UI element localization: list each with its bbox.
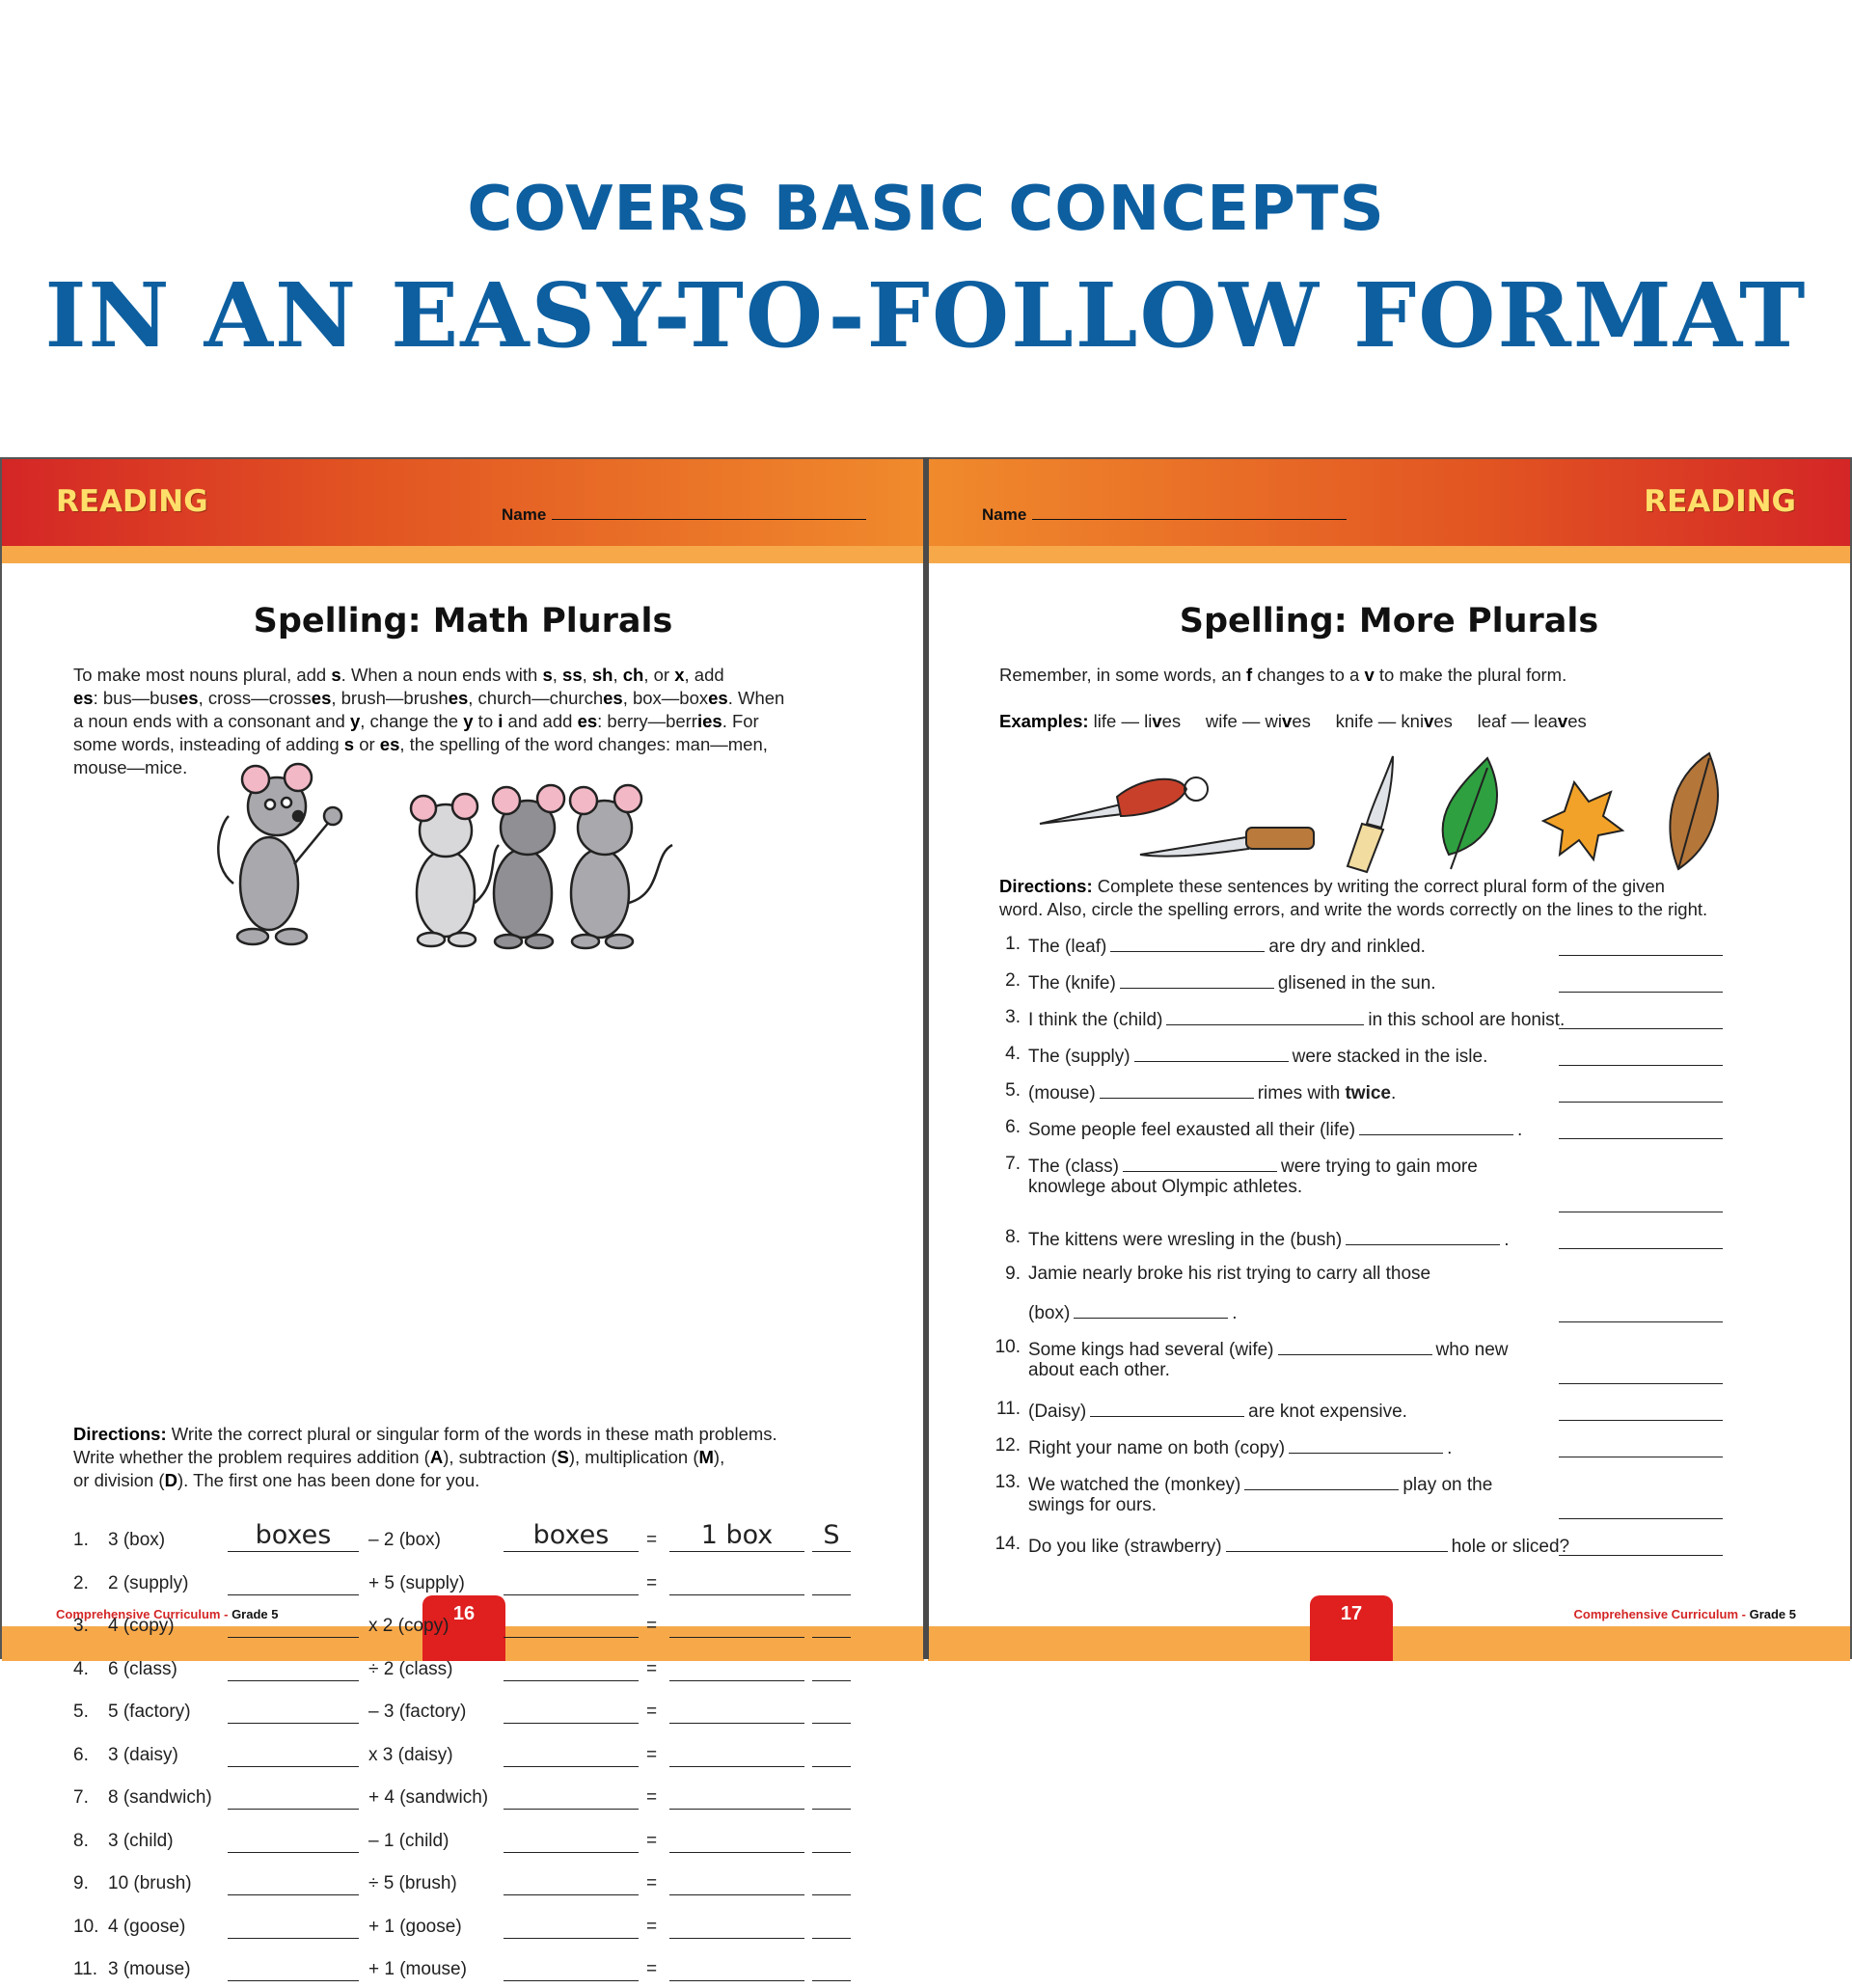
problem-number: 4. — [73, 1658, 89, 1679]
plural-blank[interactable] — [1120, 970, 1274, 989]
math-problem-row — [73, 1573, 864, 1602]
second-term: x 2 (copy) — [368, 1616, 449, 1636]
header-stripe — [928, 546, 1850, 563]
first-term: 3 (mouse) — [108, 1959, 191, 1979]
correction-line[interactable] — [1559, 1138, 1723, 1139]
header-stripe — [2, 546, 924, 563]
answer-blank[interactable] — [228, 1637, 359, 1638]
math-problem-row — [73, 1520, 864, 1559]
sentence-pre: Right your name on both (copy) — [1028, 1438, 1286, 1458]
answer-blank[interactable] — [812, 1938, 851, 1939]
math-problem-row — [73, 1959, 864, 1988]
answer-blank[interactable] — [504, 1637, 639, 1638]
first-term: 6 (class) — [108, 1658, 177, 1679]
plural-blank[interactable] — [1166, 1007, 1364, 1025]
first-term: 4 (copy) — [108, 1616, 175, 1636]
sentence-number: 13. — [994, 1472, 1021, 1492]
sentence-post: hole or sliced? — [1451, 1537, 1570, 1557]
answer-blank[interactable] — [504, 1723, 639, 1724]
correction-line[interactable] — [1559, 1518, 1723, 1519]
answer-blank[interactable] — [669, 1894, 804, 1895]
second-term: – 2 (box) — [368, 1530, 441, 1550]
answer-blank[interactable] — [228, 1680, 359, 1681]
first-term: 10 (brush) — [108, 1873, 192, 1893]
book-spine — [923, 457, 929, 1659]
directions-line: or division (D). The first one has been done for you. — [73, 1470, 480, 1490]
math-problem-row — [73, 1659, 864, 1688]
hero-subtitle: COVERS BASIC CONCEPTS — [467, 174, 1385, 245]
sentence-text — [1028, 934, 1426, 958]
math-problem-row — [73, 1787, 864, 1816]
sentence-continuation — [1028, 1177, 1302, 1198]
sentence-line2-post: . — [1232, 1303, 1238, 1323]
name-label: Name — [982, 505, 1027, 524]
sentence-pre: Some kings had several (wife) — [1028, 1340, 1274, 1360]
footer-separator: - — [220, 1607, 232, 1621]
plural-blank[interactable] — [1110, 934, 1265, 952]
plural-blank[interactable] — [1278, 1337, 1432, 1355]
answer-blank[interactable] — [669, 1680, 804, 1681]
sentence-post: . — [1447, 1438, 1453, 1458]
answer-blank[interactable] — [228, 1766, 359, 1767]
answer-blank[interactable] — [812, 1766, 851, 1767]
sentence-pre: I think the (child) — [1028, 1010, 1163, 1030]
sentence-post: were stacked in the isle. — [1292, 1047, 1488, 1067]
first-term: 3 (child) — [108, 1830, 174, 1851]
answer-blank[interactable] — [228, 1938, 359, 1939]
footer-grade: Grade 5 — [232, 1607, 279, 1621]
sentence-post: . — [1517, 1120, 1523, 1140]
sentence-pre: We watched the (monkey) — [1028, 1475, 1241, 1495]
sentence-number: 12. — [994, 1435, 1021, 1456]
answer-blank[interactable] — [504, 1809, 639, 1810]
problem-number: 2. — [73, 1572, 89, 1593]
sentence-continuation — [1028, 1360, 1170, 1381]
sentence-pre: (mouse) — [1028, 1083, 1096, 1103]
answer-blank[interactable] — [812, 1637, 851, 1638]
knives-leaves-illustration — [1034, 749, 1786, 874]
sentence-pre: The (leaf) — [1028, 937, 1107, 957]
equals-sign: = — [646, 1916, 658, 1937]
sentence-number: 5. — [1005, 1080, 1021, 1101]
answer-blank[interactable] — [669, 1723, 804, 1724]
answer-blank[interactable] — [669, 1766, 804, 1767]
sentence-number: 8. — [1005, 1227, 1021, 1247]
section-label: READING — [56, 484, 208, 519]
sentence-line2: knowlege about Olympic athletes. — [1028, 1177, 1303, 1197]
plural-blank[interactable] — [1123, 1154, 1277, 1172]
sentence-number: 1. — [1005, 934, 1021, 954]
answer-blank[interactable] — [504, 1766, 639, 1767]
sentence-row — [982, 1337, 1811, 1395]
correction-line[interactable] — [1559, 1028, 1723, 1029]
sentence-text — [1028, 1264, 1430, 1285]
problem-number: 5. — [73, 1702, 89, 1722]
problem-number: 7. — [73, 1787, 89, 1808]
equals-sign: = — [646, 1744, 658, 1765]
sentence-text — [1028, 1007, 1565, 1031]
correction-line[interactable] — [1559, 1555, 1723, 1556]
equals-sign: = — [646, 1702, 658, 1722]
problem-number: 1. — [73, 1530, 89, 1550]
sentence-continuation — [1028, 1495, 1157, 1516]
handwritten-answer: 1 box — [700, 1520, 774, 1550]
math-problem-row — [73, 1702, 864, 1730]
sentence-row — [982, 1472, 1811, 1530]
sentence-line2: about each other. — [1028, 1360, 1170, 1380]
sentence-pre: The kittens were wresling in the (bush) — [1028, 1230, 1343, 1250]
plural-blank[interactable] — [1244, 1472, 1399, 1490]
sentence-text — [1028, 1435, 1452, 1459]
directions-paragraph — [73, 1423, 884, 1492]
answer-blank[interactable] — [504, 1594, 639, 1595]
answer-blank[interactable] — [669, 1637, 804, 1638]
answer-blank[interactable] — [669, 1551, 804, 1552]
equals-sign: = — [646, 1787, 658, 1808]
name-line[interactable] — [552, 519, 866, 520]
sentence-text — [1028, 970, 1436, 994]
sentence-number: 14. — [994, 1534, 1021, 1554]
second-term: + 4 (sandwich) — [368, 1787, 489, 1808]
correction-line[interactable] — [1559, 1065, 1723, 1066]
sentence-post: play on the — [1403, 1475, 1493, 1495]
footer-separator: - — [1738, 1607, 1750, 1621]
footer-curriculum — [1574, 1607, 1796, 1621]
footer-brand: Comprehensive Curriculum — [56, 1607, 221, 1621]
answer-blank[interactable] — [504, 1852, 639, 1853]
section-label: READING — [1644, 484, 1796, 519]
answer-blank[interactable] — [228, 1980, 359, 1981]
answer-blank[interactable] — [504, 1980, 639, 1981]
hero-title: IN AN EASY-TO-FOLLOW FORMAT — [44, 263, 1808, 368]
sentence-number: 9. — [1005, 1264, 1021, 1284]
sentence-pre: The (knife) — [1028, 973, 1116, 994]
problem-number: 9. — [73, 1873, 89, 1893]
sentence-continuation — [1028, 1300, 1238, 1324]
sentence-row — [982, 1534, 1811, 1592]
problem-number: 3. — [73, 1616, 89, 1636]
sentence-number: 11. — [995, 1399, 1021, 1419]
sentence-number: 6. — [1005, 1117, 1021, 1137]
sentence-post: are dry and rinkled. — [1268, 937, 1426, 957]
answer-blank[interactable] — [812, 1594, 851, 1595]
handwritten-answer: boxes — [255, 1520, 332, 1550]
plural-blank[interactable] — [1134, 1044, 1289, 1062]
answer-blank[interactable] — [812, 1551, 851, 1552]
answer-blank[interactable] — [504, 1894, 639, 1895]
sentence-text — [1028, 1154, 1478, 1178]
workbook-spread — [0, 457, 1852, 1979]
problem-number: 8. — [73, 1830, 89, 1851]
equals-sign: = — [646, 1658, 658, 1679]
sentence-pre: Jamie nearly broke his rist trying to carry all those — [1028, 1264, 1431, 1284]
answer-blank[interactable] — [812, 1894, 851, 1895]
second-term: + 1 (goose) — [368, 1916, 462, 1937]
answer-blank[interactable] — [504, 1938, 639, 1939]
intro-line: To make most nouns plural, add s. When a noun ends with s, ss, sh, ch, or x, add — [73, 665, 724, 685]
sentence-pre: Some people feel exausted all their (life) — [1028, 1120, 1356, 1140]
sentence-text — [1028, 1044, 1487, 1068]
directions-paragraph — [999, 875, 1819, 921]
plural-blank[interactable] — [1074, 1300, 1228, 1319]
answer-blank[interactable] — [228, 1809, 359, 1810]
sentence-post: glisened in the sun. — [1277, 973, 1436, 994]
answer-blank[interactable] — [504, 1551, 639, 1552]
math-problem-row — [73, 1873, 864, 1902]
plural-blank[interactable] — [1359, 1117, 1513, 1135]
sentence-pre: The (class) — [1028, 1157, 1119, 1177]
sentence-text — [1028, 1337, 1509, 1361]
math-problem-row — [73, 1917, 864, 1946]
directions-line: Directions: Write the correct plural or singular form of the words in these math problems. — [73, 1424, 777, 1444]
sentence-line2-pre: (box) — [1028, 1303, 1071, 1323]
problem-number: 10. — [73, 1916, 99, 1937]
sentence-post: . — [1504, 1230, 1510, 1250]
sentence-post: were trying to gain more — [1280, 1157, 1478, 1177]
sentence-post: rimes with twice. — [1257, 1083, 1397, 1103]
answer-blank[interactable] — [504, 1680, 639, 1681]
sentence-row — [982, 1264, 1811, 1321]
second-term: ÷ 5 (brush) — [368, 1873, 457, 1893]
plural-blank[interactable] — [1226, 1534, 1448, 1552]
first-term: 3 (daisy) — [108, 1744, 178, 1765]
answer-blank[interactable] — [228, 1894, 359, 1895]
answer-blank[interactable] — [669, 1809, 804, 1810]
sentence-number: 7. — [1005, 1154, 1021, 1174]
plural-blank[interactable] — [1100, 1080, 1254, 1099]
answer-blank[interactable] — [228, 1551, 359, 1552]
answer-blank[interactable] — [228, 1594, 359, 1595]
problem-number: 11. — [73, 1959, 98, 1979]
equals-sign: = — [646, 1616, 658, 1636]
sentence-number: 3. — [1005, 1007, 1021, 1027]
name-label: Name — [502, 505, 547, 524]
second-term: – 3 (factory) — [368, 1702, 467, 1722]
sentence-text — [1028, 1117, 1522, 1141]
plural-blank[interactable] — [1346, 1227, 1500, 1245]
name-line[interactable] — [1032, 519, 1347, 520]
examples-line: Examples: life — lives wife — wives knife — knives leaf — leaves — [999, 711, 1587, 731]
sentence-line2: swings for ours. — [1028, 1495, 1158, 1515]
equals-sign: = — [646, 1572, 658, 1593]
problem-number: 6. — [73, 1744, 89, 1765]
sentence-post: are knot expensive. — [1248, 1402, 1407, 1422]
intro-paragraph: Remember, in some words, an f changes to a v to make the plural form. — [999, 665, 1567, 685]
handwritten-answer: boxes — [532, 1520, 610, 1550]
answer-blank[interactable] — [669, 1938, 804, 1939]
directions-line: Directions: Complete these sentences by writing the correct plural form of the given — [999, 876, 1665, 896]
correction-line[interactable] — [1559, 955, 1723, 956]
page-title: Spelling: More Plurals — [1179, 602, 1599, 640]
first-term: 4 (goose) — [108, 1916, 186, 1937]
first-term: 8 (sandwich) — [108, 1787, 212, 1808]
second-term: ÷ 2 (class) — [368, 1658, 453, 1679]
answer-blank[interactable] — [669, 1980, 804, 1981]
page-title: Spelling: Math Plurals — [253, 602, 673, 640]
second-term: x 3 (daisy) — [368, 1744, 453, 1765]
intro-line: some words, insteading of adding s or es, the spelling of the word changes: man—men, — [73, 734, 768, 754]
sentence-pre: (Daisy) — [1028, 1402, 1087, 1422]
sentence-number: 10. — [994, 1337, 1021, 1357]
equals-sign: = — [646, 1830, 658, 1851]
page-number-tab: 17 — [1310, 1595, 1393, 1661]
first-term: 2 (supply) — [108, 1572, 189, 1593]
second-term: – 1 (child) — [368, 1830, 449, 1851]
plural-blank[interactable] — [1289, 1435, 1443, 1454]
correction-line[interactable] — [1559, 1102, 1723, 1103]
answer-blank[interactable] — [812, 1809, 851, 1810]
sentence-text — [1028, 1534, 1569, 1558]
intro-line: mouse—mice. — [73, 757, 188, 777]
footer-brand: Comprehensive Curriculum — [1573, 1607, 1739, 1621]
answer-blank[interactable] — [228, 1852, 359, 1853]
footer-grade: Grade 5 — [1749, 1607, 1796, 1621]
answer-blank[interactable] — [812, 1723, 851, 1724]
correction-line[interactable] — [1559, 1248, 1723, 1249]
plural-blank[interactable] — [1090, 1399, 1244, 1417]
math-problem-row — [73, 1831, 864, 1860]
correction-line[interactable] — [1559, 1420, 1723, 1421]
math-problem-row — [73, 1745, 864, 1774]
name-field[interactable] — [982, 505, 1347, 525]
answer-blank[interactable] — [812, 1852, 851, 1853]
page-17 — [926, 457, 1852, 1659]
correction-line[interactable] — [1559, 992, 1723, 993]
name-field[interactable] — [502, 505, 866, 525]
sentence-post: in this school are honist. — [1368, 1010, 1566, 1030]
mice-illustration — [209, 758, 740, 951]
correction-line[interactable] — [1559, 1383, 1723, 1384]
answer-blank[interactable] — [812, 1980, 851, 1981]
answer-blank[interactable] — [669, 1594, 804, 1595]
equals-sign: = — [646, 1873, 658, 1893]
second-term: + 5 (supply) — [368, 1572, 465, 1593]
equals-sign: = — [646, 1959, 658, 1979]
equals-sign: = — [646, 1530, 658, 1550]
sentence-pre: The (supply) — [1028, 1047, 1130, 1067]
intro-line: es: bus—buses, cross—crosses, brush—brushes, church—churches, box—boxes. When — [73, 688, 785, 708]
first-term: 5 (factory) — [108, 1702, 191, 1722]
page-16 — [0, 457, 926, 1979]
page-number-tab: 16 — [422, 1595, 505, 1661]
sentence-row — [982, 1154, 1811, 1212]
math-problem-row — [73, 1616, 864, 1645]
directions-line: word. Also, circle the spelling errors, and write the words correctly on the lines to the right. — [999, 899, 1708, 919]
sentence-post: who new — [1435, 1340, 1509, 1360]
sentence-text — [1028, 1399, 1407, 1423]
answer-blank[interactable] — [812, 1680, 851, 1681]
sentence-number: 2. — [1005, 970, 1021, 991]
sentence-number: 4. — [1005, 1044, 1021, 1064]
first-term: 3 (box) — [108, 1530, 166, 1550]
second-term: + 1 (mouse) — [368, 1959, 467, 1979]
handwritten-answer: S — [823, 1520, 840, 1550]
sentence-text — [1028, 1227, 1510, 1251]
correction-line[interactable] — [1559, 1321, 1723, 1322]
answer-blank[interactable] — [669, 1852, 804, 1853]
sentence-text — [1028, 1472, 1492, 1496]
intro-line: a noun ends with a consonant and y, change the y to i and add es: berry—berries. For — [73, 711, 759, 731]
sentence-text — [1028, 1080, 1396, 1104]
sentence-pre: Do you like (strawberry) — [1028, 1537, 1222, 1557]
answer-blank[interactable] — [228, 1723, 359, 1724]
directions-line: Write whether the problem requires addition (A), subtraction (S), multiplication (M), — [73, 1447, 725, 1467]
